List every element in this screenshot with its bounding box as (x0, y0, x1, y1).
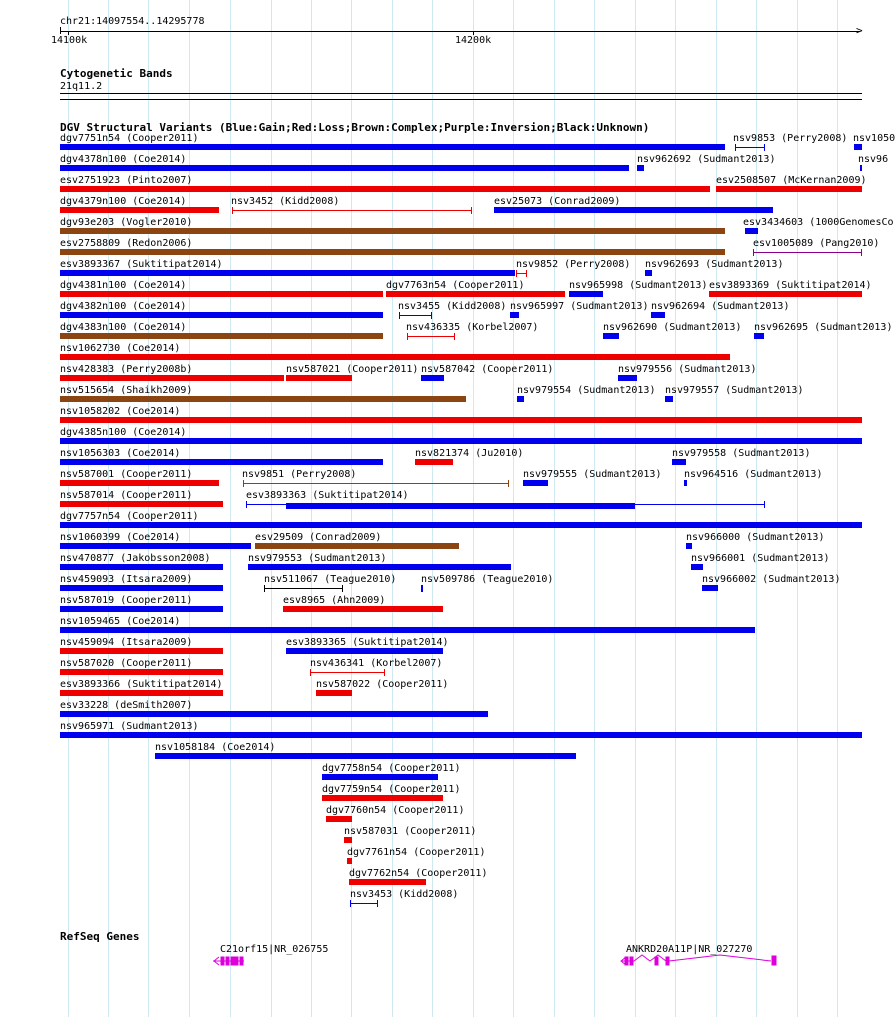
variant-feature[interactable] (716, 186, 862, 192)
ruler-tick-label: 14100k (51, 35, 88, 46)
variant-end-tick (735, 144, 736, 151)
variant-feature[interactable] (60, 270, 515, 276)
feature-label: esv8965 (Ahn2009) (283, 595, 386, 606)
variant-feature[interactable] (569, 291, 603, 297)
feature-label: esv3893369 (Suktitipat2014) (709, 280, 872, 291)
variant-feature[interactable] (60, 711, 488, 717)
feature-label: dgv7758n54 (Cooper2011) (322, 763, 461, 774)
feature-label: nsv962693 (Sudmant2013) (645, 259, 784, 270)
variant-feature[interactable] (421, 375, 444, 381)
variant-feature[interactable] (283, 606, 443, 612)
variant-end-tick (246, 501, 247, 508)
variant-feature[interactable] (350, 903, 378, 904)
feature-label: nsv979556 (Sudmant2013) (618, 364, 757, 375)
variant-feature[interactable] (860, 165, 862, 171)
feature-label: nsv1050 (853, 133, 895, 144)
variant-feature[interactable] (60, 564, 223, 570)
variant-feature[interactable] (684, 480, 687, 486)
feature-label: nsv1060399 (Coe2014) (60, 532, 181, 543)
variant-feature[interactable] (60, 228, 725, 234)
variant-end-tick (310, 669, 311, 676)
feature-label: dgv7757n54 (Cooper2011) (60, 511, 199, 522)
variant-feature[interactable] (745, 228, 758, 234)
variant-end-tick (264, 585, 265, 592)
variant-end-tick (342, 585, 343, 592)
variant-end-tick (753, 249, 754, 256)
feature-label: esv2508507 (McKernan2009) (716, 175, 867, 186)
variant-feature[interactable] (702, 585, 718, 591)
variant-feature[interactable] (686, 543, 692, 549)
refseq-track-title[interactable]: RefSeq Genes (60, 930, 140, 943)
variant-feature[interactable] (60, 396, 466, 402)
feature-label: dgv4378n100 (Coe2014) (60, 154, 187, 165)
gene-exon (235, 957, 238, 965)
variant-end-tick (861, 249, 862, 256)
variant-feature[interactable] (322, 774, 438, 780)
feature-label: nsv515654 (Shaikh2009) (60, 385, 193, 396)
variant-end-tick (384, 669, 385, 676)
variant-feature[interactable] (415, 459, 453, 465)
variant-feature[interactable] (386, 291, 565, 297)
variant-end-tick (516, 270, 517, 277)
feature-label: esv3893367 (Suktitipat2014) (60, 259, 223, 270)
feature-label: nsv587031 (Cooper2011) (344, 826, 477, 837)
variant-end-tick (232, 207, 233, 214)
feature-label: dgv4379n100 (Coe2014) (60, 196, 187, 207)
gene-exon (666, 957, 669, 965)
gene-exon (630, 957, 633, 965)
variant-feature[interactable] (60, 585, 223, 591)
feature-label: nsv509786 (Teague2010) (421, 574, 554, 585)
feature-label: dgv7760n54 (Cooper2011) (326, 805, 465, 816)
feature-label: nsv1059465 (Coe2014) (60, 616, 181, 627)
feature-label: esv2758809 (Redon2006) (60, 238, 193, 249)
variant-feature[interactable] (255, 543, 459, 549)
variant-feature[interactable] (155, 753, 576, 759)
feature-label: nsv470877 (Jakobsson2008) (60, 553, 211, 564)
variant-feature[interactable] (243, 483, 509, 484)
feature-label: esv3434603 (1000GenomesCo (743, 217, 894, 228)
variant-end-tick (526, 270, 527, 277)
variant-feature[interactable] (407, 336, 455, 337)
feature-label: dgv4381n100 (Coe2014) (60, 280, 187, 291)
variant-feature[interactable] (60, 207, 219, 213)
variant-feature[interactable] (60, 438, 862, 444)
feature-label: nsv96 (858, 154, 889, 165)
ruler-tick-label: 14200k (455, 35, 492, 46)
feature-label: esv25073 (Conrad2009) (494, 196, 621, 207)
variant-feature[interactable] (523, 480, 548, 486)
feature-label: nsv587020 (Cooper2011) (60, 658, 193, 669)
feature-label: nsv965998 (Sudmant2013) (569, 280, 708, 291)
feature-label: nsv1058202 (Coe2014) (60, 406, 181, 417)
gene-label: C21orf15|NR_026755 (220, 944, 329, 955)
feature-label: nsv459094 (Itsara2009) (60, 637, 193, 648)
feature-label: nsv587022 (Cooper2011) (316, 679, 449, 690)
variant-feature[interactable] (60, 375, 284, 381)
feature-label: nsv459093 (Itsara2009) (60, 574, 193, 585)
gene-exon (625, 957, 628, 965)
feature-label: dgv4385n100 (Coe2014) (60, 427, 187, 438)
variant-feature[interactable] (517, 396, 524, 402)
variant-feature[interactable] (603, 333, 619, 339)
variant-end-tick (399, 312, 400, 319)
variant-feature[interactable] (326, 816, 352, 822)
feature-label: nsv511067 (Teague2010) (264, 574, 397, 585)
feature-label: nsv3452 (Kidd2008) (231, 196, 340, 207)
variant-end-tick (454, 333, 455, 340)
feature-label: nsv1056303 (Coe2014) (60, 448, 181, 459)
feature-label: esv3893363 (Suktitipat2014) (246, 490, 409, 501)
gene-intron-line (669, 955, 771, 961)
variant-feature[interactable] (286, 375, 352, 381)
feature-label: nsv979557 (Sudmant2013) (665, 385, 804, 396)
feature-label: esv3893366 (Suktitipat2014) (60, 679, 223, 690)
variant-feature[interactable] (286, 648, 443, 654)
feature-label: nsv3455 (Kidd2008) (398, 301, 507, 312)
variant-end-tick (764, 501, 765, 508)
variant-feature[interactable] (60, 543, 251, 549)
gene-exon (240, 957, 243, 965)
gene-ANKRD20A11P[interactable] (621, 955, 776, 965)
variant-end-tick (764, 144, 765, 151)
gene-exon (772, 956, 776, 965)
feature-label: nsv1058184 (Coe2014) (155, 742, 276, 753)
feature-label: nsv1062730 (Coe2014) (60, 343, 181, 354)
variant-feature[interactable] (735, 147, 765, 148)
gene-exon (655, 957, 658, 965)
variant-feature[interactable] (60, 186, 710, 192)
feature-label: nsv3453 (Kidd2008) (350, 889, 459, 900)
variant-end-tick (407, 333, 408, 340)
feature-label: dgv7759n54 (Cooper2011) (322, 784, 461, 795)
feature-label: nsv962690 (Sudmant2013) (603, 322, 742, 333)
cytoband-track-title[interactable]: Cytogenetic Bands (60, 67, 173, 80)
gene-intron-line (634, 955, 666, 961)
variant-end-tick (508, 480, 509, 487)
feature-label: nsv966002 (Sudmant2013) (702, 574, 841, 585)
variant-feature[interactable] (651, 312, 665, 318)
variant-feature[interactable] (316, 690, 352, 696)
feature-label: dgv7763n54 (Cooper2011) (386, 280, 525, 291)
feature-label: dgv7761n54 (Cooper2011) (347, 847, 486, 858)
gene-label: ANKRD20A11P|NR_027270 (626, 944, 753, 955)
variant-feature[interactable] (322, 795, 443, 801)
variant-feature[interactable] (645, 270, 652, 276)
variant-feature[interactable] (60, 606, 223, 612)
variant-feature[interactable] (60, 501, 223, 507)
variant-feature[interactable] (60, 522, 862, 528)
variant-feature[interactable] (709, 291, 862, 297)
variant-feature[interactable] (60, 333, 383, 339)
feature-label: dgv7751n54 (Cooper2011) (60, 133, 199, 144)
variant-end-tick (350, 900, 351, 907)
variant-feature[interactable] (347, 858, 352, 864)
variant-feature[interactable] (344, 837, 352, 843)
feature-label: nsv9853 (Perry2008) (733, 133, 848, 144)
feature-label: dgv93e203 (Vogler2010) (60, 217, 193, 228)
variant-end-tick (243, 480, 244, 487)
variant-feature[interactable] (349, 879, 426, 885)
feature-label: nsv821374 (Ju2010) (415, 448, 524, 459)
variant-feature[interactable] (60, 291, 383, 297)
feature-label: nsv587019 (Cooper2011) (60, 595, 193, 606)
gene-exon (231, 957, 234, 965)
feature-label: nsv979553 (Sudmant2013) (248, 553, 387, 564)
variant-feature[interactable] (399, 315, 432, 316)
location-label: chr21:14097554..14295778 (60, 16, 205, 27)
variant-feature[interactable] (494, 207, 773, 213)
variant-feature[interactable] (264, 588, 343, 589)
feature-label: nsv436335 (Korbel2007) (406, 322, 539, 333)
gene-exon (226, 957, 229, 965)
feature-label: nsv979554 (Sudmant2013) (517, 385, 656, 396)
variant-feature[interactable] (60, 144, 725, 150)
feature-label: esv3893365 (Suktitipat2014) (286, 637, 449, 648)
variant-feature[interactable] (60, 417, 862, 423)
gene-C21orf15[interactable] (213, 957, 244, 965)
cytoband-label: 21q11.2 (60, 81, 103, 92)
feature-label: nsv962694 (Sudmant2013) (651, 301, 790, 312)
feature-label: nsv436341 (Korbel2007) (310, 658, 443, 669)
variant-feature[interactable] (665, 396, 673, 402)
feature-label: nsv979555 (Sudmant2013) (523, 469, 662, 480)
feature-label: nsv962692 (Sudmant2013) (637, 154, 776, 165)
gene-exon (221, 957, 224, 965)
feature-label: nsv966001 (Sudmant2013) (691, 553, 830, 564)
variant-feature[interactable] (618, 375, 637, 381)
feature-label: nsv966000 (Sudmant2013) (686, 532, 825, 543)
variant-feature[interactable] (60, 732, 862, 738)
variant-feature[interactable] (60, 690, 223, 696)
variant-feature-core[interactable] (286, 503, 635, 509)
variant-feature[interactable] (248, 564, 511, 570)
variant-feature[interactable] (510, 312, 519, 318)
feature-label: esv33228 (deSmith2007) (60, 700, 193, 711)
variant-feature[interactable] (691, 564, 703, 570)
feature-label: nsv9851 (Perry2008) (242, 469, 357, 480)
variant-feature[interactable] (60, 312, 383, 318)
variant-feature[interactable] (672, 459, 686, 465)
variant-feature[interactable] (753, 252, 862, 253)
variant-end-tick (431, 312, 432, 319)
feature-label: nsv587014 (Cooper2011) (60, 490, 193, 501)
variant-feature[interactable] (60, 669, 223, 675)
variant-feature[interactable] (854, 144, 862, 150)
variant-feature[interactable] (310, 672, 385, 673)
variant-feature[interactable] (60, 480, 219, 486)
feature-label: nsv9852 (Perry2008) (516, 259, 631, 270)
variant-feature[interactable] (60, 648, 223, 654)
feature-label: nsv962695 (Sudmant2013) (754, 322, 893, 333)
variant-feature[interactable] (754, 333, 764, 339)
feature-label: nsv587042 (Cooper2011) (421, 364, 554, 375)
feature-label: esv29509 (Conrad2009) (255, 532, 382, 543)
variant-end-tick (471, 207, 472, 214)
feature-label: nsv965997 (Sudmant2013) (510, 301, 649, 312)
feature-label: nsv587001 (Cooper2011) (60, 469, 193, 480)
feature-label: esv1005089 (Pang2010) (753, 238, 880, 249)
dgv-track-title[interactable]: DGV Structural Variants (Blue:Gain;Red:Loss;Brown:Complex;Purple:Inversion;Black:Unknown) (60, 121, 650, 134)
variant-feature[interactable] (232, 210, 472, 211)
feature-label: dgv7762n54 (Cooper2011) (349, 868, 488, 879)
variant-end-tick (422, 585, 423, 592)
feature-label: dgv4383n100 (Coe2014) (60, 322, 187, 333)
feature-label: esv2751923 (Pinto2007) (60, 175, 193, 186)
feature-label: nsv964516 (Sudmant2013) (684, 469, 823, 480)
feature-label: nsv979558 (Sudmant2013) (672, 448, 811, 459)
variant-feature[interactable] (60, 249, 725, 255)
ruler-arrow-icon: > (856, 24, 863, 37)
variant-feature[interactable] (637, 165, 644, 171)
variant-feature[interactable] (60, 459, 383, 465)
feature-label: nsv428383 (Perry2008b) (60, 364, 193, 375)
feature-label: nsv587021 (Cooper2011) (286, 364, 419, 375)
variant-feature[interactable] (60, 165, 629, 171)
feature-label: nsv965971 (Sudmant2013) (60, 721, 199, 732)
feature-label: dgv4382n100 (Coe2014) (60, 301, 187, 312)
variant-end-tick (377, 900, 378, 907)
variant-feature[interactable] (60, 627, 755, 633)
variant-feature[interactable] (60, 354, 730, 360)
